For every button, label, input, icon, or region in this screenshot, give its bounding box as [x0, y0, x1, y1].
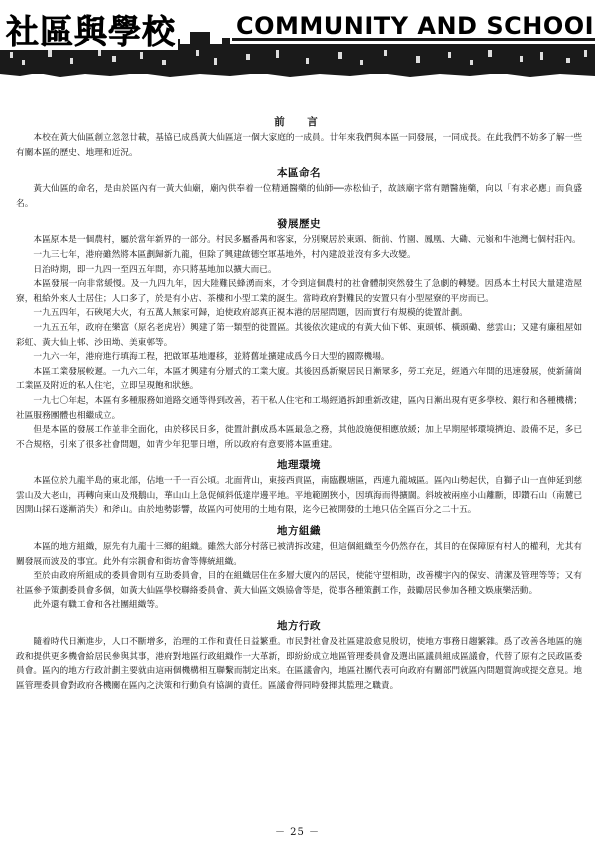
paragraph: 隨着時代日漸進步，人口不斷增多，治理的工作和責任日益繁重。市民對社會及社區建設愈見殷切，使地方事務日趨繁雜。爲了改善各地區的施政和提供更多機會給居民參與其事，港府對地區行政組織作一大革新，即紛紛成立地區管理委員會及選出區議員組成區議會，代替了原有之民政區委員會。區內的地方行政計劃主要就由這兩個機構相互聯繫而制定出來。在區議會內，地區社團代表可向政府有關部門就區內問題質詢或提交意見。地區管理委員會對政府各機關在區內之決策和行動負有協調的責任。區議會得同時發揮其監理之職責。: [16, 637, 582, 691]
paragraph: 至於由政府所組成的委員會則有互助委員會，目的在組織居住在多層大廈內的居民，使能守望相助，改善樓宇內的保安、清潔及管理等等；又有社區參予策劃委員會多個，如黃大仙區學校聯絡委員會、黃大仙區文娛協會等是，從事各種策劃工作，鼓勵居民參加各種文娛康樂活動。: [16, 571, 582, 596]
heading-naming: 本區命名: [277, 167, 321, 180]
banner-title-chinese: 社區與學校: [6, 12, 176, 51]
paragraph: 黃大仙區的命名，是由於區內有一黃大仙廟，廟內供奉着一位精通醫藥的仙師──赤松仙子，故該廟字常有贈醫施藥，向以「有求必應」而負盛名。: [16, 184, 582, 209]
paragraph: 本區位於九龍半島的東北部，佔地一千一百公頃。北面背山，東接西貢區，南臨觀塘區，西連九龍城區。區內山勢起伏，自獅子山一直伸延到慈雲山及大老山，再轉向東山及飛鵝山，華山山上急促傾斜低達岸邊平地。平地範圍狹小，因填海而得擴闊。斜坡被兩座小山離斷，即鑽石山（南麓已因開山採石遂漸消失）和斧山。由於地勢影響，故區內可使用的土地有限，迄今已被開發的土地只佔全區百分之二十五。: [16, 476, 582, 516]
paragraph: 本校在黃大仙區創立忽忽廿載，基協已成爲黃大仙區這一個大家庭的一成員。廿年來我們與本區一同發展，一同成長。在此我們不妨多了解一些有關本區的歷史、地理和近況。: [16, 133, 582, 158]
article-body: [16, 113, 582, 693]
paragraph: 本區發展一向非常緩慢。及一九四九年，因大陸難民蜂湧而來，才令到這個農村的社會體制突然發生了急劇的轉變。因爲本土村民大量建造屋寮，租給外來人士居住；人口多了，於是有小店、茶樓和小型工業的誕生。當時政府對難民的安置只有小型屋寮的平房而已。: [16, 279, 582, 304]
heading-local-organizations: 地方組織: [277, 525, 321, 538]
paragraph: 此外還有職工會和各社團組織等。: [33, 600, 164, 611]
paragraph: 日治時期，即一九四一至四五年間，亦只將基地加以擴大而已。: [33, 264, 277, 275]
heading-history: 發展歷史: [277, 218, 321, 231]
paragraph: 但是本區的發展工作並非全面化，由於移民日多，徙置計劃成爲本區最急之務，其他設施便相應放緩；加上早期屋邨環境擠迫、設備不足，多已不合規格，引來了很多社會問題，如青少年犯罪日增，所以政府有意要將本區重建。: [16, 425, 582, 450]
heading-geography: 地理環境: [277, 459, 321, 472]
banner-title-english: COMMUNITY AND SCHOOI: [236, 12, 595, 40]
paragraph: 一九五四年，石硤尾大火，有五萬人無家可歸，迫使政府認真正視本港的居屋問題，因而實行有規模的徙置計劃。: [33, 308, 468, 319]
header-banner: [0, 0, 595, 78]
heading-preface: 前 言: [274, 116, 324, 128]
paragraph: 一九六一年，港府進行填海工程，把啟軍基地遷移，並將舊址擴建成爲今日大型的國際機場。: [33, 352, 390, 363]
paragraph: 一九七〇年起，本區有多種服務如道路交通等得到改善，若干私人住宅和工場經過拆卸重新改建，區內日漸出現有更多學校、銀行和各種機構；社區服務團體也相繼成立。: [16, 395, 582, 421]
paragraph: 本區工業發展較遲。一九六二年，本區才興建有分層式的工業大廈。其後因爲新聚居民日漸眾多，勞工充足，經過六年間的迅速發展，使新蒲崗工業區及附近的私人住宅，立即呈現飽和狀態。: [16, 366, 582, 392]
paragraph: 本區原本是一個農村，屬於當年新界的一部分。村民多屬番禺和客家，分別聚居於東頭、衙前、竹園、鳳凰、大磡、元嶺和牛池灣七個村莊內。: [33, 235, 581, 246]
paragraph: 一九五五年，政府在樂富（原名老虎岩）興建了第一類型的徙置區。其後依次建成的有黃大仙下邨、東頭邨、橫頭磡、慈雲山；又建有廉租屋如彩虹、黃大仙上邨、沙田坳、美東邨等。: [16, 322, 582, 348]
heading-local-administration: 地方行政: [277, 620, 321, 633]
paragraph: 本區的地方組織，原先有九龍十三鄉的組織。雖然大部分村落已被清拆改建，但這個組織至今仍然存在，其目的在保障原有村人的權利，尤其有關發展而波及的事宜。此外有宗親會和街坊會等傳統組織。: [16, 542, 582, 567]
paragraph: 一九三七年，港府雖然將本區劃歸新九龍，但除了興建啟德空軍基地外，村內建設並沒有多大改變。: [33, 249, 416, 260]
page-number: － 25 －: [274, 827, 321, 838]
